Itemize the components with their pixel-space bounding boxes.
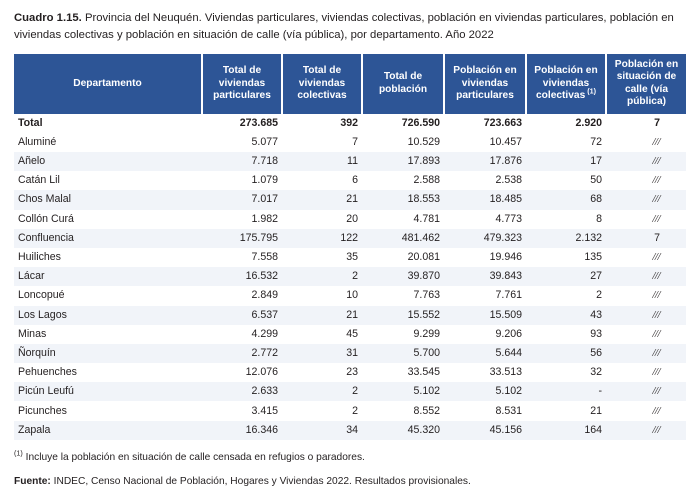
column-header-poblacion-viviendas-particulares [444,54,526,114]
column-header-line: viviendas [461,77,509,89]
cell-value: 2.920 [575,116,602,129]
column-header-line: Población en [614,59,679,70]
table-row [14,286,686,305]
column-header-total-poblacion [362,54,444,114]
cell-value: 7 [654,116,660,129]
table-row [14,267,686,286]
cell-value: 6 [352,174,358,187]
cell-value: 33.513 [489,366,522,379]
cell-value [606,286,686,305]
table-row [14,421,686,440]
cell-value: 17.893 [362,152,444,171]
table-row [14,248,686,267]
cell-value: 5.102 [444,382,526,401]
cell-value: 31 [282,344,362,363]
cell-value: 4.781 [413,212,440,225]
source-text: INDEC, Censo Nacional de Población, Hogares y Viviendas 2022. Resultados provisionales. [50,475,471,487]
column-header-line: Departamento [73,77,142,89]
no-data-symbol: /// [652,174,660,187]
cell-value: 7.558 [251,251,278,264]
cell-departamento: Huiliches [18,251,61,264]
column-header-line: colectivas [297,90,347,102]
footnote-1 [14,450,686,465]
cell-value: 39.843 [444,267,526,286]
table-row [14,152,686,171]
cell-value: 5.077 [251,135,278,148]
cell-value: 50 [590,174,602,187]
cell-value: - [526,382,606,401]
table-row [14,229,686,248]
table-row [14,190,686,209]
column-header-line: colectivas [535,90,586,102]
cell-value: 2.538 [495,174,522,187]
cell-value: 10.529 [407,135,440,148]
cell-departamento: Aluminé [18,135,57,148]
cell-departamento: Confluencia [14,229,202,248]
cell-value: 8.531 [495,404,522,417]
column-header-line: particulares [456,90,514,102]
cell-value [606,210,686,229]
cell-value: 39.870 [362,267,444,286]
cell-departamento: Añelo [14,152,202,171]
cell-value: 35 [346,251,358,264]
footnote-marker: (1) [14,448,23,458]
cell-value: 5.644 [444,344,526,363]
cell-value: 10.457 [489,135,522,148]
cell-value [606,363,686,382]
cell-value: 11 [282,152,362,171]
column-header-line: Total de [383,71,423,83]
table-header [14,54,686,114]
cell-value: 2.588 [413,174,440,187]
column-header-line: población [378,83,428,95]
cell-departamento: Chos Malal [14,190,202,209]
cell-departamento: Catán Lil [18,174,60,187]
cell-value [606,325,686,344]
cell-value [606,190,686,209]
no-data-symbol: /// [652,251,660,264]
cell-value: 16.532 [202,267,282,286]
cell-value: 5.102 [362,382,444,401]
cell-value: 2 [282,382,362,401]
cell-value: 2.132 [526,229,606,248]
cell-value: 273.685 [239,116,278,129]
no-data-symbol: /// [652,270,660,283]
cell-value: 9.299 [413,327,440,340]
cell-value [606,267,686,286]
cell-value: 2 [596,289,602,302]
cell-value: 135 [584,251,602,264]
table-row-total [14,114,686,133]
table-row [14,344,686,363]
cell-value: 723.663 [483,116,522,129]
no-data-symbol: /// [652,346,660,359]
no-data-symbol: /// [652,423,660,436]
no-data-symbol: /// [652,155,660,168]
cell-value: 726.590 [401,116,440,129]
cell-departamento: Collón Curá [18,212,74,225]
cell-departamento: Picunches [18,404,67,417]
table-body [14,114,686,440]
no-data-symbol: /// [652,193,660,206]
table-row [14,306,686,325]
table-row [14,171,686,190]
cell-value: 392 [340,116,358,129]
no-data-symbol: /// [652,327,660,340]
column-header-line: viviendas [542,77,590,89]
cell-departamento: Ñorquín [14,344,202,363]
cell-value: 7.763 [413,289,440,302]
cell-value [606,306,686,325]
cell-value: 56 [526,344,606,363]
no-data-symbol: /// [652,308,660,321]
cell-value: 45.320 [362,421,444,440]
table-notes [14,450,686,489]
cell-value: 27 [526,267,606,286]
cell-value: 23 [346,366,358,379]
cell-value: 33.545 [407,366,440,379]
cell-value: 20 [346,212,358,225]
cell-value: 16.346 [202,421,282,440]
cell-value: 72 [590,135,602,148]
cell-value: 2.772 [202,344,282,363]
cell-value: 10 [346,289,358,302]
cell-value: 20.081 [407,251,440,264]
cell-value: 21 [590,404,602,417]
cell-value: 164 [526,421,606,440]
cell-value: 12.076 [245,366,278,379]
cell-value: 17 [526,152,606,171]
source-label: Fuente: [14,475,51,487]
column-header-total-viviendas-particulares [202,54,282,114]
cell-value: 7.718 [202,152,282,171]
cell-value [606,171,686,190]
cell-value [606,421,686,440]
table-row [14,325,686,344]
cell-value: 2 [282,267,362,286]
header-footnote-marker: (1) [585,86,597,96]
cell-value [606,344,686,363]
cell-departamento: Pehuenches [18,366,77,379]
table-row [14,382,686,401]
column-header-line: pública) [626,96,667,108]
no-data-symbol: /// [652,366,660,379]
cell-value: 6.537 [202,306,282,325]
no-data-symbol: /// [652,404,660,417]
column-header-departamento [14,54,202,114]
cell-value: 8.552 [413,404,440,417]
cell-value: 19.946 [489,251,522,264]
cell-value [606,401,686,420]
column-header-poblacion-situacion-calle [606,54,686,114]
cell-value: 15.552 [362,306,444,325]
cell-value: 45.156 [444,421,526,440]
cell-value: 7.017 [202,190,282,209]
table-title-text: Provincia del Neuquén. Viviendas particulares, viviendas colectivas, población en viviendas particulares, población en viviendas colectivas y población en situación de calle (vía pública), por departamento. Año 2022 [14,12,674,41]
cell-departamento: Total [18,116,43,129]
no-data-symbol: /// [652,385,660,398]
column-header-line: viviendas [298,77,346,89]
table-row [14,363,686,382]
cell-value: 34 [282,421,362,440]
cell-departamento: Zapala [14,421,202,440]
cell-value: 4.773 [495,212,522,225]
statistics-table [14,54,686,440]
cell-value: 43 [526,306,606,325]
cell-value [606,248,686,267]
cell-departamento: Lácar [14,267,202,286]
cell-value: 7.761 [495,289,522,302]
column-header-line: viviendas [218,77,266,89]
column-header-line: Población en [453,65,517,77]
no-data-symbol: /// [652,135,660,148]
table-row [14,401,686,420]
column-header-line: situación de [616,71,677,83]
cell-value: 2 [352,404,358,417]
cell-value: 93 [590,327,602,340]
cell-value: 32 [590,366,602,379]
cell-value: 9.206 [495,327,522,340]
cell-value: 175.795 [202,229,282,248]
table-header-row [14,54,686,114]
cell-value: 2.633 [202,382,282,401]
cell-value: 1.982 [251,212,278,225]
cell-departamento: Picún Leufú [14,382,202,401]
cell-value: 479.323 [444,229,526,248]
cell-value: 4.299 [251,327,278,340]
cell-departamento: Minas [18,327,47,340]
column-header-line: Total de [302,65,342,77]
footnote-text: Incluye la población en situación de calle censada en refugios o paradores. [22,451,365,463]
cell-value: 68 [526,190,606,209]
cell-value: 18.553 [362,190,444,209]
cell-value [606,133,686,152]
cell-value: 3.415 [251,404,278,417]
cell-value: 481.462 [362,229,444,248]
cell-value: 15.509 [444,306,526,325]
column-header-line: Población en [534,65,598,77]
table-row [14,210,686,229]
table-row [14,133,686,152]
no-data-symbol: /// [652,212,660,225]
column-header-line: particulares [213,90,271,102]
cell-value: 7 [606,229,686,248]
cell-value: 21 [282,306,362,325]
cell-value: 45 [346,327,358,340]
column-header-line: calle (vía [624,83,669,95]
cell-value: 122 [282,229,362,248]
cell-departamento: Loncopué [18,289,65,302]
cell-value: 7 [352,135,358,148]
table-title-label: Cuadro 1.15. [14,12,82,24]
cell-value: 2.849 [251,289,278,302]
cell-value: 5.700 [362,344,444,363]
column-header-poblacion-viviendas-colectivas [526,54,606,114]
no-data-symbol: /// [652,289,660,302]
cell-departamento: Los Lagos [14,306,202,325]
source-line [14,474,686,489]
cell-value: 8 [596,212,602,225]
column-header-total-viviendas-colectivas [282,54,362,114]
column-header-line: Total de [222,65,262,77]
cell-value [606,382,686,401]
table-title [14,10,676,43]
cell-value: 1.079 [251,174,278,187]
cell-value: 17.876 [444,152,526,171]
cell-value: 18.485 [444,190,526,209]
cell-value [606,152,686,171]
cell-value: 21 [282,190,362,209]
